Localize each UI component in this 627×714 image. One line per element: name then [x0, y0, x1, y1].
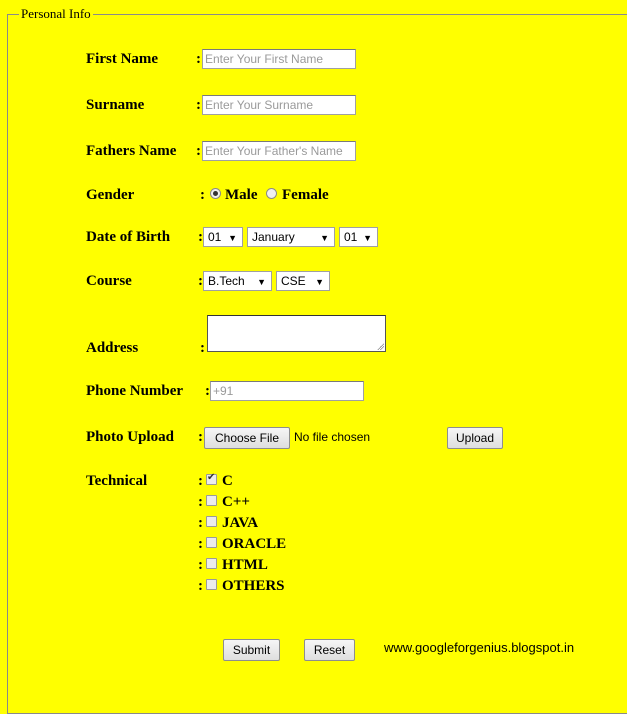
colon: : [198, 536, 203, 552]
colon: : [198, 473, 203, 489]
phone-input[interactable]: +91 [210, 381, 364, 401]
technical-cpp-label: C++ [222, 494, 250, 510]
chevron-down-icon: ▼ [228, 233, 237, 243]
technical-others-checkbox[interactable] [206, 579, 217, 590]
colon: : [200, 187, 205, 203]
chevron-down-icon: ▼ [315, 277, 324, 287]
dob-month-select[interactable] [247, 227, 335, 247]
colon: : [196, 143, 201, 159]
technical-c-label: C [222, 473, 233, 489]
fieldset-legend: Personal Info [21, 6, 91, 21]
address-label: Address [86, 340, 139, 356]
dob-month-value: January [252, 230, 295, 244]
colon: : [196, 51, 201, 67]
gender-male-radio[interactable] [210, 188, 221, 199]
chevron-down-icon: ▼ [363, 233, 372, 243]
dob-day-value: 01 [208, 230, 222, 244]
surname-label: Surname [86, 97, 145, 113]
colon: : [198, 429, 203, 445]
colon: : [196, 97, 201, 113]
technical-html-label: HTML [222, 557, 268, 573]
technical-html-checkbox[interactable] [206, 558, 217, 569]
technical-label: Technical [86, 473, 148, 489]
dob-label: Date of Birth [86, 229, 171, 245]
gender-male-label: Male [225, 187, 258, 203]
first-name-label: First Name [86, 51, 159, 67]
fathers-name-label: Fathers Name [86, 143, 177, 159]
course-label: Course [86, 273, 132, 289]
course-degree-value: B.Tech [208, 274, 245, 288]
technical-oracle-label: ORACLE [222, 536, 287, 552]
course-degree-select[interactable] [203, 271, 272, 291]
technical-java-checkbox[interactable] [206, 516, 217, 527]
technical-cpp-checkbox[interactable] [206, 495, 217, 506]
colon: : [198, 229, 203, 245]
colon: : [198, 515, 203, 531]
colon: : [198, 494, 203, 510]
submit-button[interactable]: Submit [223, 639, 280, 661]
colon: : [205, 383, 210, 399]
technical-c-checkbox[interactable] [206, 474, 217, 485]
personal-info-fieldset [7, 14, 627, 714]
technical-others-label: OTHERS [222, 578, 285, 594]
upload-button[interactable]: Upload [447, 427, 503, 449]
file-status-text: No file chosen [294, 430, 371, 444]
chevron-down-icon: ▼ [320, 233, 329, 243]
gender-female-label: Female [282, 187, 329, 203]
gender-female-radio[interactable] [266, 188, 277, 199]
photo-upload-label: Photo Upload [86, 429, 174, 445]
footer-url: www.googleforgenius.blogspot.in [384, 640, 575, 655]
fathers-name-input[interactable]: Enter Your Father's Name [202, 141, 356, 161]
technical-java-label: JAVA [222, 515, 259, 531]
address-textarea[interactable] [207, 315, 386, 352]
colon: : [200, 340, 205, 356]
gender-label: Gender [86, 187, 135, 203]
colon: : [198, 578, 203, 594]
phone-label: Phone Number [86, 383, 184, 399]
course-branch-select[interactable] [276, 271, 330, 291]
surname-input[interactable]: Enter Your Surname [202, 95, 356, 115]
first-name-input[interactable]: Enter Your First Name [202, 49, 356, 69]
colon: : [198, 273, 203, 289]
chevron-down-icon: ▼ [257, 277, 266, 287]
dob-year-select[interactable] [339, 227, 378, 247]
colon: : [198, 557, 203, 573]
dob-day-select[interactable] [203, 227, 243, 247]
course-branch-value: CSE [281, 274, 306, 288]
dob-year-value: 01 [344, 230, 358, 244]
resize-grip-icon[interactable] [377, 343, 384, 350]
reset-button[interactable]: Reset [304, 639, 355, 661]
choose-file-button[interactable]: Choose File [204, 427, 290, 449]
technical-oracle-checkbox[interactable] [206, 537, 217, 548]
